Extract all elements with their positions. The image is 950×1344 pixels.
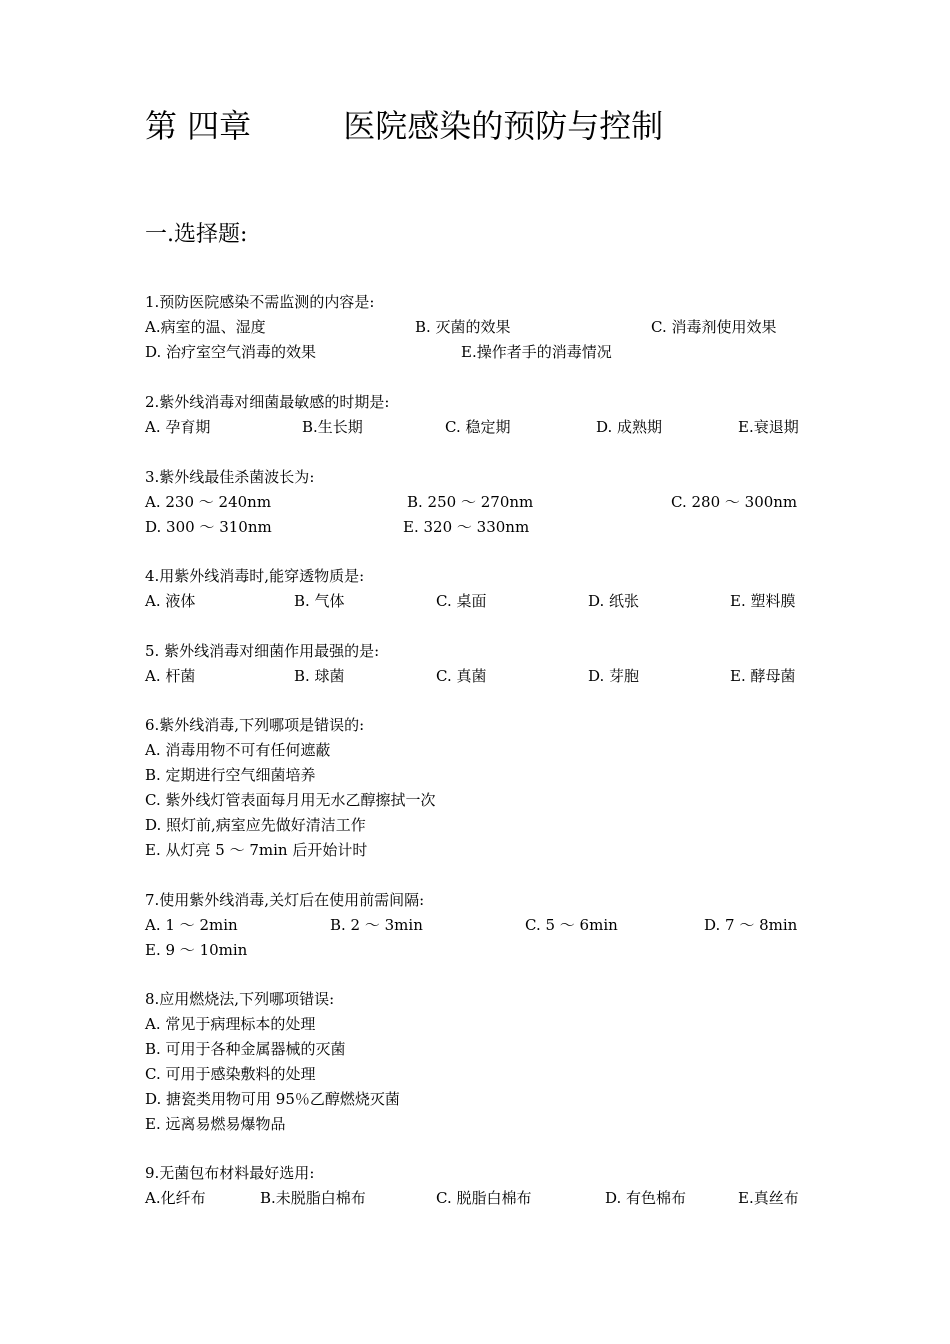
option-row [145,589,810,614]
question-8 [145,987,810,1137]
question-6 [145,713,810,863]
option-e: E. 从灯亮 5 ～ 7min 后开始计时 [145,841,368,859]
question-stem: 9.无菌包布材料最好选用: [145,1164,315,1182]
option-b: B.未脱脂白棉布 [260,1189,366,1207]
question-stem: 7.使用紫外线消毒,关灯后在使用前需间隔: [145,891,425,909]
option-a: A. 常见于病理标本的处理 [145,1015,316,1033]
question-9 [145,1161,810,1211]
option-a: A. 消毒用物不可有任何遮蔽 [145,741,331,759]
option-d: D. 300 ～ 310nm [145,518,272,536]
option-c: C. 5 ～ 6min [525,916,618,934]
option-e: E. 酵母菌 [730,667,796,685]
option-row [145,938,810,963]
question-4 [145,564,810,614]
option-c: C. 稳定期 [445,418,511,436]
option-row [145,515,810,540]
option-e: E. 9 ～ 10min [145,941,248,959]
question-stem: 1.预防医院感染不需监测的内容是: [145,293,375,311]
option-c: C. 280 ～ 300nm [671,493,798,511]
option-d: D. 芽胞 [588,667,640,685]
question-stem: 6.紫外线消毒,下列哪项是错误的: [145,716,365,734]
option-d: D. 7 ～ 8min [704,916,798,934]
option-d: D. 搪瓷类用物可用 95％乙醇燃烧灭菌 [145,1090,400,1108]
option-c: C. 桌面 [436,592,487,610]
section-heading: 一.选择题: [145,222,248,247]
option-c: C. 消毒剂使用效果 [651,318,777,336]
question-stem: 5. 紫外线消毒对细菌作用最强的是: [145,642,380,660]
option-a: A. 230 ～ 240nm [145,493,272,511]
question-2 [145,390,810,440]
option-b: B.生长期 [302,418,363,436]
question-3 [145,465,810,540]
option-a: A. 孕育期 [145,418,211,436]
option-e: E. 塑料膜 [730,592,796,610]
option-e: E.衰退期 [738,418,799,436]
question-stem: 4.用紫外线消毒时,能穿透物质是: [145,567,365,585]
option-b: B. 气体 [294,592,345,610]
option-e: E.操作者手的消毒情况 [461,343,612,361]
option-d: D. 纸张 [588,592,640,610]
option-row [145,490,810,515]
option-row [145,415,810,440]
option-c: C. 可用于感染敷料的处理 [145,1065,316,1083]
option-a: A.化纤布 [145,1189,206,1207]
question-1 [145,290,810,365]
option-row [145,664,810,689]
option-c: C. 紫外线灯管表面每月用无水乙醇擦拭一次 [145,791,436,809]
option-a: A. 杆菌 [145,667,196,685]
option-b: B. 球菌 [294,667,345,685]
option-d: D. 治疗室空气消毒的效果 [145,343,317,361]
option-e: E. 320 ～ 330nm [403,518,530,536]
option-b: B. 可用于各种金属器械的灭菌 [145,1040,346,1058]
option-d: D. 成熟期 [596,418,663,436]
option-row [145,1186,810,1211]
chapter-title [145,106,663,146]
option-b: B. 定期进行空气细菌培养 [145,766,316,784]
option-c: C. 脱脂白棉布 [436,1189,532,1207]
chapter-number: 第 四章 [145,107,252,145]
question-7 [145,888,810,963]
question-stem: 2.紫外线消毒对细菌最敏感的时期是: [145,393,390,411]
option-b: B. 灭菌的效果 [415,318,511,336]
option-a: A. 1 ～ 2min [145,916,238,934]
option-c: C. 真菌 [436,667,487,685]
option-e: E.真丝布 [738,1189,799,1207]
option-d: D. 有色棉布 [605,1189,687,1207]
question-stem: 8.应用燃烧法,下列哪项错误: [145,990,335,1008]
option-a: A. 液体 [145,592,196,610]
question-stem: 3.紫外线最佳杀菌波长为: [145,468,315,486]
option-e: E. 远离易燃易爆物品 [145,1115,286,1133]
option-b: B. 250 ～ 270nm [407,493,534,511]
question-5 [145,639,810,689]
option-a: A.病室的温、湿度 [145,318,266,336]
chapter-name: 医院感染的预防与控制 [343,107,664,145]
option-row [145,340,810,365]
option-b: B. 2 ～ 3min [330,916,423,934]
option-row [145,315,810,340]
option-row [145,913,810,938]
option-d: D. 照灯前,病室应先做好清洁工作 [145,816,366,834]
